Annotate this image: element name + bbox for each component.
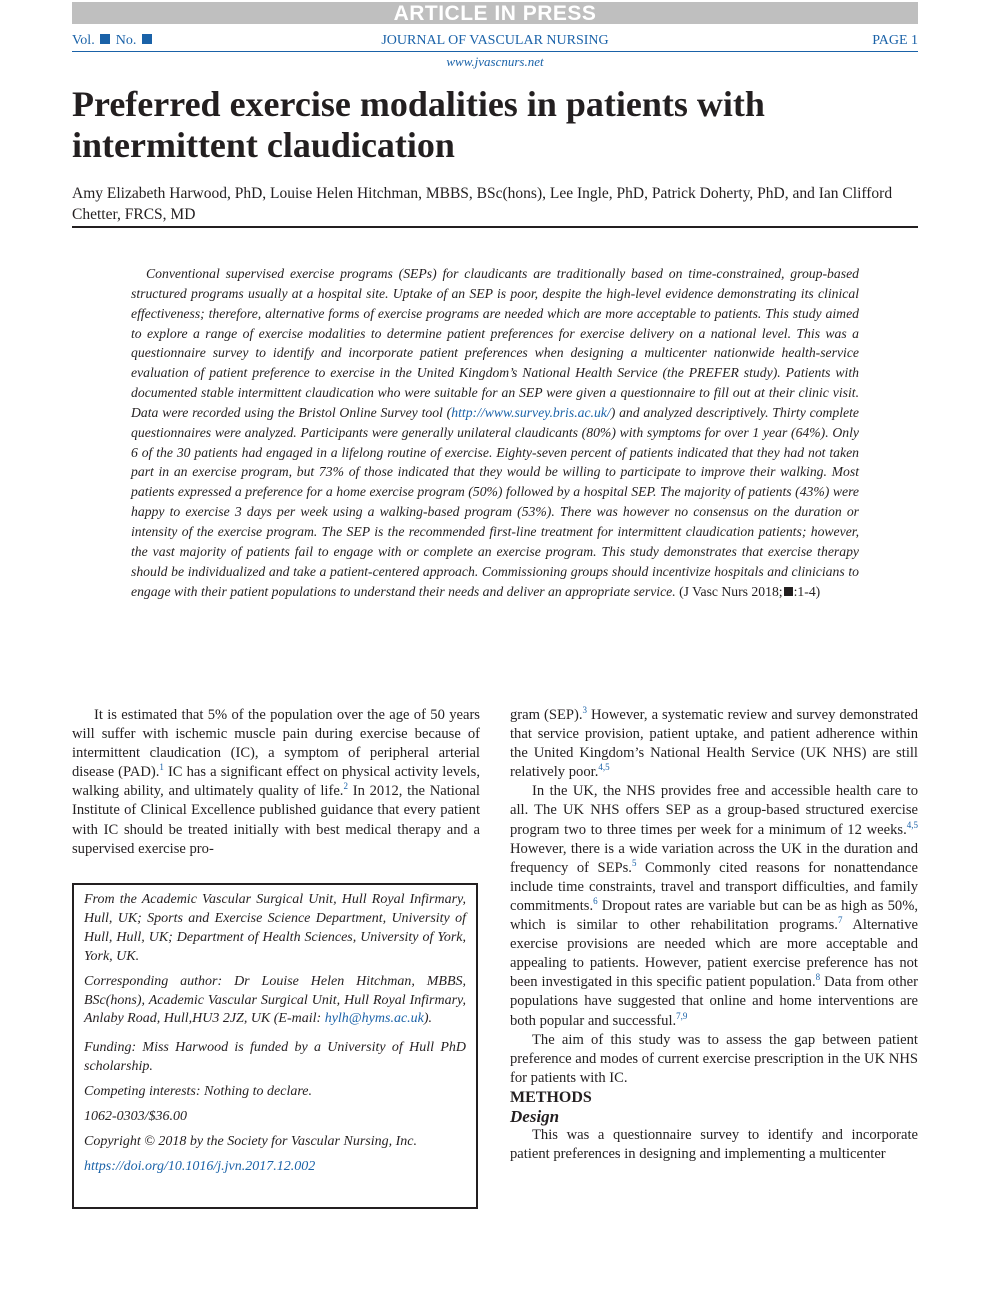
affiliations: From the Academic Vascular Surgical Unit, Hull Royal Infirmary, Hull, UK; Sports and Exercise Science Department, University of Hull, Hull, UK; Department of Health Sciences, University of York, York, UK. (84, 892, 466, 964)
running-head (72, 33, 918, 51)
email-link[interactable]: hylh@hyms.ac.uk (324, 1011, 424, 1027)
abstract-text: Conventional supervised exercise programs (SEPs) for claudicants are traditionally based on time-constrained, group-based structured programs usually at a hospital site. Uptake of an SEP is poor, despite the high-level evidence demonstrating its clinical effectiveness; therefore, alternative forms of exercise programs are needed which are more acceptable to patients. This study aimed to explore a range of exercise modalities to determine patient preferences for exercise delivery on a national level. This was a questionnaire survey to identify and incorporate patient preferences when designing a multicenter nationwide health-service evaluation of patient preference to exercise in the United Kingdom’s National Health Service (the PREFER study). Patients with documented stable intermittent claudication who were suitable for an SEP were given a questionnaire to fill out at their clinic visit. Data were recorded using the Bristol Online Survey tool ( (131, 266, 859, 420)
journal-name: JOURNAL OF VASCULAR NURSING (381, 33, 609, 48)
ref-link[interactable]: 7 (837, 915, 843, 926)
ref-link[interactable]: 7,9 (676, 1010, 688, 1021)
competing-interests: Competing interests: Nothing to declare. (84, 1084, 312, 1100)
abstract (131, 264, 859, 601)
funding: Funding: Miss Harwood is funded by a University of Hull PhD scholarship. (84, 1040, 466, 1075)
survey-link[interactable]: http://www.survey.bris.ac.uk/ (451, 404, 611, 420)
abstract-text-cont: ) and analyzed descriptively. Thirty complete questionnaires were analyzed. Participants were generally unilateral claudicants (80%) with symptoms for over 1 year (64%). Only 6 of the 30 patients had engaged in a lifelong routine of exercise. Eighty-seven percent of patients indicated that they had not taken part in an exercise program, but 73% of those indicated that they would be willing to participate to improve their walking. Most patients expressed a preference for a home exercise program (50%) followed by a hospital SEP. The majority of patients (43%) were happy to exercise 3 days per week using a walking-based program (53%). There was however no consensus on the duration or intensity of the exercise program. The SEP is the recommended first-line treatment for intermittent claudication patients; however, the vast majority of patients fail to engage with or complete an exercise program. This study demonstrates that exercise therapy should be individualized and take a patient-centered approach. Commissioning groups should incentivize hospitals and clinicians to engage with their patient populations to understand their needs and deliver an appropriate service. (131, 404, 859, 599)
article-in-press-banner: ARTICLE IN PRESS (72, 2, 918, 24)
body-paragraph: gram (SEP).$^3$ However, a systematic review and survey demonstrated that service provision, patient uptake, and patient adherence within the United Kingdom’s National Health Service (UK NHS) are still relatively poor.$^{4,5}$ (510, 705, 918, 781)
doi-link[interactable]: https://doi.org/10.1016/j.jvn.2017.12.002 (84, 1158, 316, 1174)
page-number: PAGE 1 (872, 33, 918, 48)
left-column (72, 706, 480, 859)
body-paragraph: This was a questionnaire survey to identify and incorporate patient preferences in designing and implementing a multicenter (510, 1127, 918, 1163)
article-title: Preferred exercise modalities in patients with intermittent claudication (72, 84, 765, 165)
issn-price: 1062-0303/$36.00 (84, 1109, 188, 1125)
ref-link[interactable]: 6 (593, 896, 598, 907)
no-label: No. (115, 33, 137, 48)
copyright: Copyright © 2018 by the Society for Vascular Nursing, Inc. (84, 1133, 417, 1149)
right-column (510, 706, 918, 1164)
title-divider (72, 226, 918, 228)
ref-link[interactable]: 4,5 (598, 762, 610, 773)
vol-label: Vol. (72, 33, 95, 48)
author-list: Amy Elizabeth Harwood, PhD, Louise Helen Hitchman, MBBS, BSc(hons), Lee Ingle, PhD, Patrick Doherty, PhD, and Ian Clifford Chetter, FRCS, MD (72, 185, 893, 223)
ref-link[interactable]: 5 (631, 857, 637, 868)
corresponding-author: Corresponding author: Dr Louise Helen Hitchman, MBBS, BSc(hons), Academic Vascular Surgical Unit, Hull Royal Infirmary, Anlaby Road, Hull,HU3 2JZ, UK (E-mail: hylh@hyms.ac.uk). (84, 973, 466, 1027)
subsection-heading-design: Design (510, 1106, 560, 1126)
ref-link[interactable]: 2 (343, 781, 348, 792)
ref-link[interactable]: 3 (582, 705, 588, 716)
article-info-box (72, 883, 478, 1209)
doi (84, 1158, 466, 1177)
intro-paragraph: It is estimated that 5% of the population over the age of 50 years will suffer with ischemic muscle pain during exercise because of intermittent claudication (IC), a symptom of peripheral arterial disease (PAD).$^1$ IC has a significant effect on physical activity levels, walking ability, and ultimately quality of life.$^2$ In 2012, the National Institute of Clinical Excellence published guidance that every patient with IC should be treated initially with best medical therapy and a supervised exercise pro- (72, 707, 480, 857)
ref-link[interactable]: 4,5 (906, 819, 918, 830)
section-heading-methods: METHODS (510, 1088, 592, 1106)
journal-url[interactable]: www.jvascnurs.net (446, 54, 544, 69)
body-paragraph: In the UK, the NHS provides free and accessible health care to all. The UK NHS offers SEP as a group-based structured exercise program two to three times per week for a minimum of 12 weeks.$^{4,5}$ However, there is a wide variation across the UK in the duration and frequency of SEPs.$^5$ Commonly cited reasons for nonattendance include time constraints, travel and transport difficulties, and family commitments.$^6$ Dropout rates are variable but can be as high as 50%, which is similar to other rehabilitation programs.$^7$ Alternative exercise provisions are needed which are more acceptable and appealing to patients. However, patient exercise preference has not been investigated in this specific patient population.$^8$ Data from other populations have suggested that online and home interventions are both popular and successful.$^{7,9}$ (510, 783, 918, 1029)
abstract-citation: (J Vasc Nurs 2018; :1-4) (679, 583, 821, 599)
body-paragraph: The aim of this study was to assess the gap between patient preference and modes of current exercise prescription in the UK NHS for patients with IC. (510, 1031, 918, 1086)
ref-link[interactable]: 8 (815, 972, 821, 983)
ref-link[interactable]: 1 (159, 762, 164, 773)
header-divider (72, 51, 918, 52)
placeholder-square (784, 587, 793, 596)
